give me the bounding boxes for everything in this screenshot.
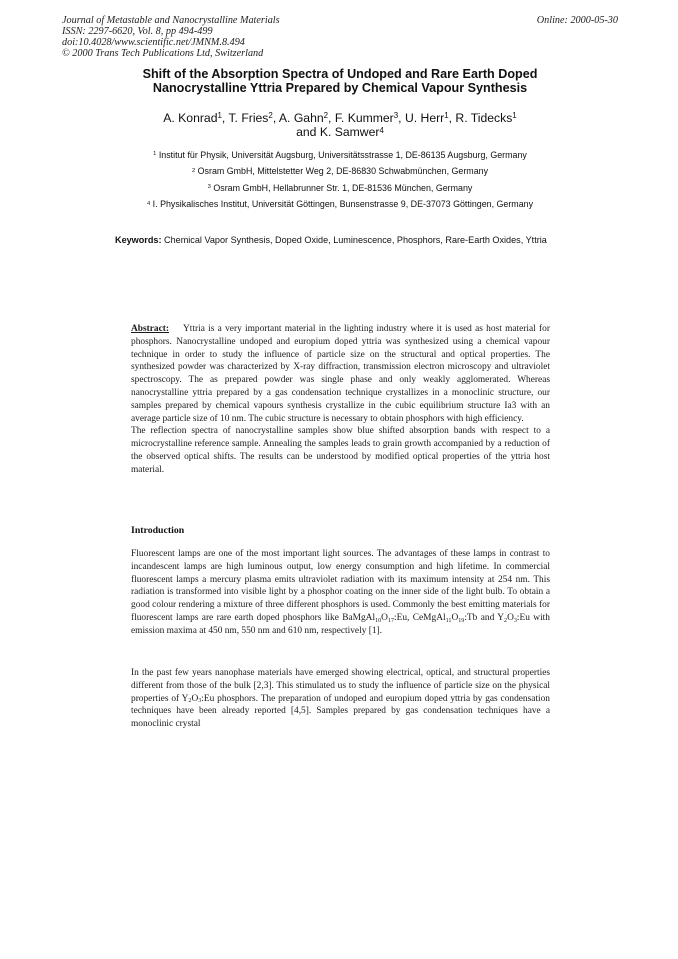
journal-issn: ISSN: 2297-6620, Vol. 8, pp 494-499 (62, 25, 213, 37)
affiliation-text: Institut für Physik, Universität Augsburg, Universitätsstrasse 1, DE-86135 Augsburg, Germany (158, 150, 527, 160)
author-name: R. Tidecks (455, 111, 513, 125)
abstract-paragraph-1 (131, 323, 550, 425)
affiliation-number: 1 (153, 151, 157, 158)
keywords-text: Chemical Vapor Synthesis, Doped Oxide, Luminescence, Phosphors, Rare-Earth Oxides, Yttria (164, 235, 547, 245)
keywords-label: Keywords: (115, 235, 162, 245)
author-list (70, 111, 610, 139)
affiliation-item (62, 180, 618, 196)
author-name: F. Kummer (334, 111, 394, 125)
author-affiliation-mark: 4 (379, 125, 384, 135)
affiliation-text: Osram GmbH, Hellabrunner Str. 1, DE-81536 München, Germany (213, 182, 473, 193)
introduction-heading: Introduction (131, 525, 185, 536)
author-line-1: A. Konrad$^1$, T. Fries$^2$, A. Gahn$^2$, F. Kummer$^3$, U. Herr$^1$, R. Tidecks$^1$ (163, 111, 517, 125)
author-name: U. Herr (404, 111, 445, 125)
author-affiliation-mark: 1 (512, 111, 517, 121)
introduction-paragraph-2: In the past few years nanophase materials have emerged showing electrical, optical, and structural properties different from those of the bulk [2,3]. This stimulated us to study the influence of particle size on the physical properties of $Y_2O_3:Eu$ phosphors. The preparation of undoped and europium doped yttria by gas condensation techniques have been already reported [4,5]. Samples prepared by gas condensation techniques have a monoclinic crystal (131, 668, 550, 730)
journal-copyright: © 2000 Trans Tech Publications Ltd, Switzerland (62, 47, 264, 59)
affiliation-number: 4 (146, 200, 151, 207)
abstract-label: Abstract: (131, 324, 170, 334)
affiliation-list (62, 147, 618, 213)
author-name: T. Fries (228, 111, 269, 125)
abstract-text-1: Yttria is a very important material in the lighting industry where it is used as host material for phosphors. Nanocrystalline undoped and europium doped yttria was synthesized using a chemical vapour technique in order to study the influence of particle size on the structural and optical properties. The synthesized powder was characterized by X-ray diffraction, transmission electron microscopy and ultraviolet spectroscopy. The as prepared powder was single phase and only weakly agglomerated. Whereas nanocrystalline yttria prepared by a gas condensation technique crystallizes in a monoclinic structure, our samples prepared by chemical vapours synthesis crystallize in the cubic equilibrium structure Ia3 with an average particle size of 10 nm. The cubic structure is necessary to obtain phosphors with high efficiency. (131, 324, 550, 424)
author-affiliation-mark: 2 (323, 111, 329, 121)
author-affiliation-mark: 2 (268, 111, 273, 121)
journal-doi: doi:10.4028/www.scientific.net/JMNM.8.494 (62, 36, 245, 48)
affiliation-item (62, 163, 618, 179)
affiliation-item (62, 196, 618, 212)
author-affiliation-mark: 1 (217, 111, 222, 121)
affiliation-item (62, 147, 618, 163)
online-date: Online: 2000-05-30 (536, 15, 618, 26)
author-name: A. Konrad (163, 111, 218, 125)
affiliation-text: Osram GmbH, Mittelstetter Weg 2, DE-86830 Schwabmünchen, Germany (197, 166, 489, 177)
affiliation-text: I. Physikalisches Institut, Universität Göttingen, Bunsenstrasse 9, DE-37073 Göttingen, Germany (152, 199, 534, 210)
abstract-section (131, 323, 550, 477)
author-affiliation-mark: 3 (393, 111, 399, 121)
author-line-2 (70, 125, 610, 139)
journal-name: Journal of Metastable and Nanocrystalline Materials (62, 15, 280, 26)
introduction-paragraph-1: Fluorescent lamps are one of the most important light sources. The advantages of these lamps in contrast to incandescent lamps are high luminous output, low energy consumption and high lifetime. In commercial fluorescent lamps a mercury plasma emits ultraviolet radiation with its maximum intensity at 254 nm. This radiation is transformed into visible light by a phosphor coating on the inner side of the light bulb. To obtain a good colour rendering a mixture of three different phosphors is used. Commonly the best emitting materials for fluorescent lamps are rare earth doped phosphors like $BaMgAl_{10}O_{17}:Eu$, $CeMgAl_{11}O_{19}:Tb$ and $Y_2O_3:Eu$ with emission maxima at 450 nm, 550 nm and 610 nm, respectively [1]. (131, 549, 550, 636)
affiliation-number: 2 (191, 167, 196, 174)
abstract-paragraph-2: The reflection spectra of nanocrystalline samples show blue shifted absorption bands with respect to a microcrystalline reference sample. Annealing the samples leads to grain growth accompanied by a reduction of the observed optical shifts. The results can be understood by modified optical properties of the yttria host material. (131, 426, 550, 475)
title-line-2: Nanocrystalline Yttria Prepared by Chemical Vapour Synthesis (152, 81, 528, 96)
journal-header (62, 16, 618, 60)
keywords-block (115, 235, 565, 246)
affiliation-number: 3 (207, 184, 211, 191)
author-name: A. Gahn (278, 111, 324, 125)
title-line-1: Shift of the Absorption Spectra of Undoped and Rare Earth Doped (142, 67, 538, 81)
author-name: and K. Samwer (296, 125, 380, 140)
paper-title (70, 67, 610, 96)
author-affiliation-mark: 1 (444, 111, 449, 121)
